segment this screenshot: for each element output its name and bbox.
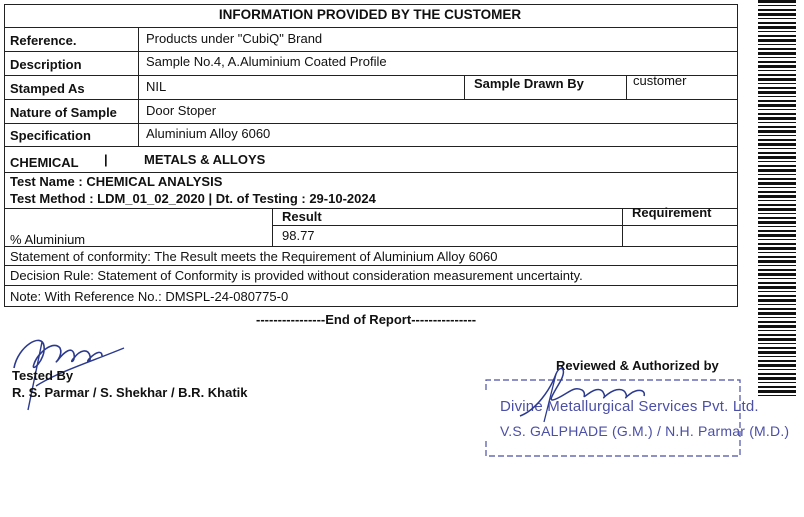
stamped-label: Stamped As — [10, 81, 85, 96]
rule — [272, 225, 738, 226]
spec-label: Specification — [10, 128, 91, 143]
barcode-strip — [758, 0, 796, 398]
rule — [4, 285, 738, 286]
rule — [622, 208, 623, 246]
category-separator: | — [104, 152, 108, 167]
rule — [464, 75, 465, 99]
result-value: 98.77 — [282, 228, 315, 243]
drawn-value: customer — [633, 73, 687, 88]
param-label: % Aluminium — [10, 232, 86, 247]
spec-value: Aluminium Alloy 6060 — [146, 126, 271, 141]
rule — [4, 27, 738, 28]
rule — [4, 265, 738, 266]
rule — [4, 306, 738, 307]
rule — [4, 75, 738, 76]
rule — [4, 246, 738, 247]
reference-note: Note: With Reference No.: DMSPL-24-080775-0 — [10, 289, 289, 304]
tested-by-label: Tested By — [12, 368, 74, 383]
rule — [4, 4, 5, 307]
drawn-label: Sample Drawn By — [474, 76, 584, 91]
stamped-value: NIL — [146, 79, 167, 94]
testers-names: R. S. Parmar / S. Shekhar / B.R. Khatik — [12, 385, 248, 400]
rule — [4, 123, 738, 124]
stamp-company: Divine Metallurgical Services Pvt. Ltd. — [500, 398, 759, 415]
rule — [4, 51, 738, 52]
rule — [4, 172, 738, 173]
rule — [4, 208, 738, 209]
rule — [4, 146, 738, 147]
conformity-statement: Statement of conformity: The Result meets the Requirement of Aluminium Alloy 6060 — [10, 249, 498, 264]
end-of-report: ----------------End of Report--------------- — [256, 312, 477, 327]
reference-label: Reference. — [10, 33, 77, 48]
rule — [737, 4, 738, 307]
stamp-signatories: V.S. GALPHADE (G.M.) / N.H. Parmar (M.D.) — [500, 423, 790, 439]
rule — [272, 208, 273, 246]
rule — [626, 75, 627, 99]
rule — [4, 99, 738, 100]
rule — [138, 27, 139, 147]
result-header: Result — [282, 209, 322, 224]
reference-value: Products under "CubiQ" Brand — [146, 31, 323, 46]
test-method: Test Method : LDM_01_02_2020 | Dt. of Testing : 29-10-2024 — [10, 191, 376, 206]
nature-value: Door Stoper — [146, 103, 217, 118]
report-title: INFORMATION PROVIDED BY THE CUSTOMER — [218, 7, 522, 22]
description-value: Sample No.4, A.Aluminium Coated Profile — [146, 54, 387, 69]
subcategory-label: METALS & ALLOYS — [144, 152, 266, 167]
description-label: Description — [10, 57, 82, 72]
decision-rule: Decision Rule: Statement of Conformity is provided without consideration measurement uncertainty. — [10, 268, 583, 283]
rule — [4, 4, 738, 5]
category-label: CHEMICAL — [10, 155, 79, 170]
test-name: Test Name : CHEMICAL ANALYSIS — [10, 174, 223, 189]
requirement-header: Requirement — [632, 205, 712, 220]
reviewer-signature — [516, 360, 666, 430]
nature-label: Nature of Sample — [10, 105, 117, 120]
reviewed-label: Reviewed & Authorized by — [556, 358, 719, 373]
